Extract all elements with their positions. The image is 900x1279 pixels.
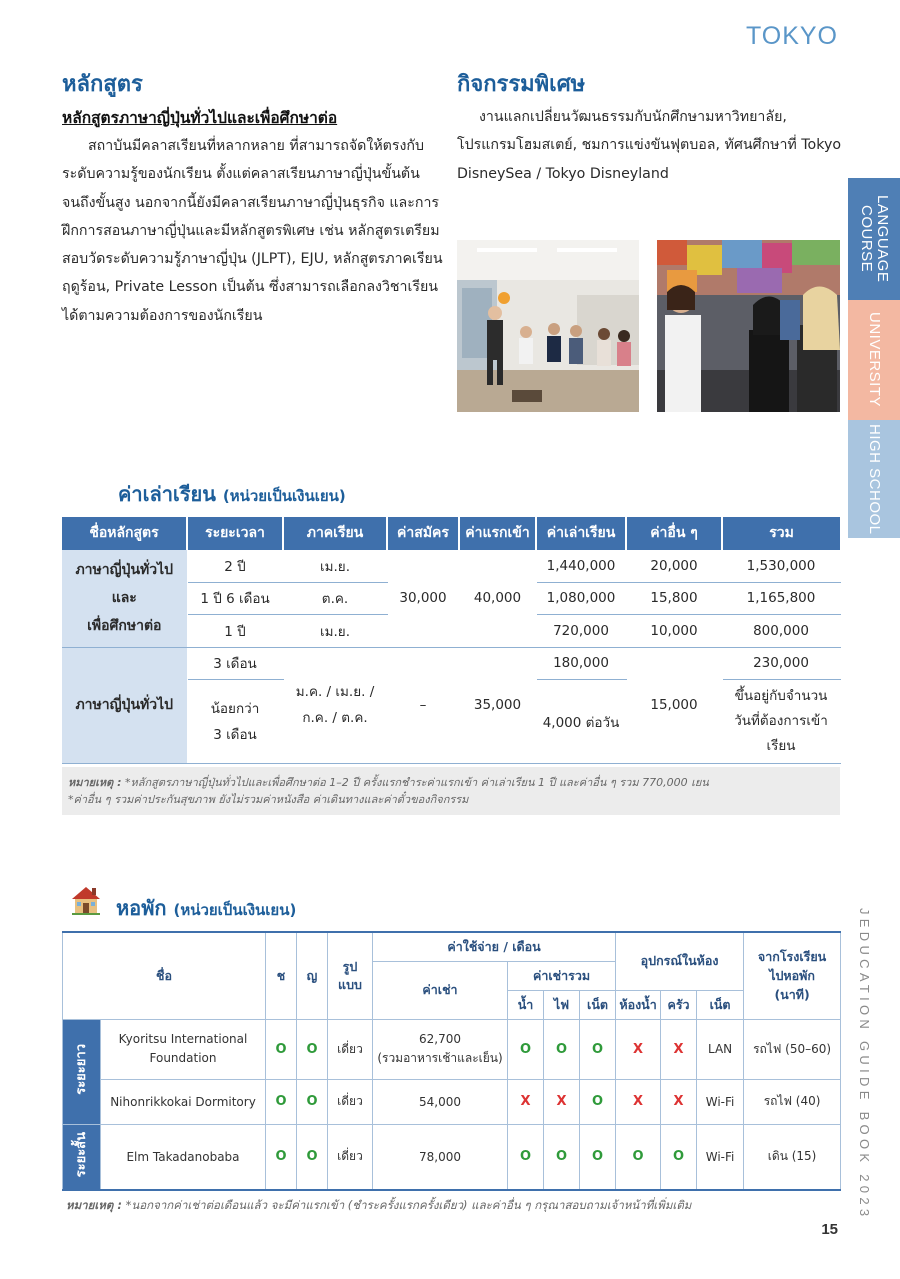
header-male: ช [266,932,297,1019]
tuition-cell: 180,000 [536,647,626,680]
bathroom-cell: X [616,1019,661,1079]
header-net: เน็ต [580,990,616,1019]
table-row [62,550,840,583]
term-cell: เม.ย. [283,550,387,583]
table-row [63,1019,841,1079]
net-cell: O [580,1079,616,1124]
term-cell: ม.ค. / เม.ย. / ก.ค. / ต.ค. [283,647,387,764]
header-tuition: ค่าเล่าเรียน [536,517,626,550]
distance-cell: เดิน (15) [744,1124,841,1190]
course-name: ภาษาญี่ปุ่นทั่วไป และ เพื่อศึกษาต่อ [62,550,187,648]
water-cell: O [508,1019,544,1079]
male-cell: O [266,1019,297,1079]
curriculum-text: สถาบันมีคลาสเรียนที่หลากหลาย ที่สามารถจัดให้ตรงกับ ระดับความรู้ของนักเรียน ตั้งแต่คลาสเรียนภาษาญี่ปุ่นขั้นต้น จนถึงขั้นสูง นอกจากนี้ยังมีคลาสเรียนภาษาญี่ปุ่นธุรกิจ และการ ฝึกการสอนภาษาญี่ปุ่นและมีหลักสูตรพิเศษ เช่น หลักสูตรเตรียม สอบวัดระดับความรู้ภาษาญี่ปุ่น (JLPT), EJU, หลักสูตรภาคเรียน ฤดูร้อน, Private Lesson เป็นต้น ซึ่งสามารถเลือกลงวิชาเรียน ได้ตามความต้องการของนักเรียน [62,138,443,324]
duration-cell: 1 ปี 6 เดือน [187,582,283,615]
male-cell: O [266,1079,297,1124]
header-rent: ค่าเช่า [373,961,508,1019]
other-cell: 10,000 [626,615,722,648]
other-cell: 20,000 [626,550,722,583]
duration-cell: 2 ปี [187,550,283,583]
header-other: ค่าอื่น ๆ [626,517,722,550]
header-female: ญ [297,932,328,1019]
book-title: JEDUCATION GUIDE BOOK 2023 [857,908,872,1221]
house-icon [70,884,102,916]
internet-cell: Wi-Fi [697,1124,744,1190]
header-net2: เน็ต [697,990,744,1019]
distance-cell: รถไฟ (40) [744,1079,841,1124]
fees-table [62,517,841,764]
dorm-unit: (หน่วยเป็นเงินเยน) [173,901,297,919]
header-equipment: อุปกรณ์ในห้อง [616,932,744,990]
kitchen-cell: X [661,1019,697,1079]
header-admission: ค่าแรกเข้า [459,517,536,550]
duration-cell: 1 ปี [187,615,283,648]
dorm-name: Kyoritsu International Foundation [101,1019,266,1079]
kitchen-cell: O [661,1124,697,1190]
dorm-name: Nihonrikkokai Dormitory [101,1079,266,1124]
header-total: รวม [722,517,840,550]
female-cell: O [297,1079,328,1124]
activities-text: งานแลกเปลี่ยนวัฒนธรรมกับนักศึกษามหาวิทยาลัย, โปรแกรมโฮมสเตย์, ชมการแข่งขันฟุตบอล, ทัศนศึกษาที่ Tokyo DisneySea / Tokyo Disneyland [457,109,842,182]
classroom-photo [457,240,639,412]
electric-cell: O [544,1019,580,1079]
water-cell: O [508,1124,544,1190]
header-course: ชื่อหลักสูตร [62,517,187,550]
activities-title: กิจกรรมพิเศษ [457,72,586,97]
curriculum-subtitle: หลักสูตรภาษาญี่ปุ่นทั่วไปและเพื่อศึกษาต่อ [62,109,338,127]
tab-language-course[interactable]: LANGUAGE COURSE [848,178,900,300]
tab-university[interactable]: UNIVERSITY [848,300,900,420]
header-type: รูป แบบ [328,932,373,1019]
term-cell: เม.ย. [283,615,387,648]
net-cell: O [580,1124,616,1190]
header-application: ค่าสมัคร [387,517,459,550]
header-kitchen: ครัว [661,990,697,1019]
application-cell: 30,000 [387,550,459,648]
header-cost: ค่าใช้จ่าย / เดือน [373,932,616,961]
fees-unit: (หน่วยเป็นเงินเยน) [222,487,346,505]
bathroom-cell: X [616,1079,661,1124]
header-term: ภาคเรียน [283,517,387,550]
header-included: ค่าเช่ารวม [508,961,616,990]
internet-cell: LAN [697,1019,744,1079]
tuition-cell: 4,000 ต่อวัน [536,680,626,764]
application-cell: – [387,647,459,764]
course-name: ภาษาญี่ปุ่นทั่วไป [62,647,187,764]
rent-cell: 54,000 [373,1079,508,1124]
duration-cell: น้อยกว่า 3 เดือน [187,680,283,764]
electric-cell: X [544,1079,580,1124]
table-row [63,1124,841,1190]
curriculum-title: หลักสูตร [62,72,143,97]
total-cell: 1,165,800 [722,582,840,615]
duration-cell: 3 เดือน [187,647,283,680]
dorm-name: Elm Takadanobaba [101,1124,266,1190]
header-distance: จากโรงเรียน ไปหอพัก (นาที) [744,932,841,1019]
dorm-title: หอพัก [116,896,167,920]
net-cell: O [580,1019,616,1079]
students-photo [657,240,840,412]
fees-heading [118,478,346,510]
total-cell: ขึ้นอยู่กับจำนวน วันที่ต้องการเข้า เรียน [722,680,840,764]
distance-cell: รถไฟ (50–60) [744,1019,841,1079]
dorm-note: หมายเหตุ : *นอกจากค่าเช่าต่อเดือนแล้ว จะมีค่าแรกเข้า (ชำระครั้งแรกครั้งเดียว) และค่าอื่น ๆ กรุณาสอบถามเจ้าหน้าที่เพิ่มเติม [66,1198,692,1212]
female-cell: O [297,1124,328,1190]
admission-cell: 40,000 [459,550,536,648]
term-cell: ต.ค. [283,582,387,615]
male-cell: O [266,1124,297,1190]
type-cell: เดี่ยว [328,1079,373,1124]
total-cell: 1,530,000 [722,550,840,583]
bathroom-cell: O [616,1124,661,1190]
header-water: น้ำ [508,990,544,1019]
header-electric: ไฟ [544,990,580,1019]
total-cell: 230,000 [722,647,840,680]
header-bathroom: ห้องน้ำ [616,990,661,1019]
tuition-cell: 1,440,000 [536,550,626,583]
fees-note: หมายเหตุ : *หลักสูตรภาษาญี่ปุ่นทั่วไปและเพื่อศึกษาต่อ 1–2 ปี ครั้งแรกชำระค่าแรกเข้า ค่าเล่าเรียน 1 ปี และค่าอื่น ๆ รวม 770,000 เยน *ค่าอื่น ๆ รวมค่าประกันสุขภาพ ยังไม่รวมค่าหนังสือ ค่าเดินทางและค่าตั๋วของกิจกรรม [62,767,840,815]
tuition-cell: 1,080,000 [536,582,626,615]
type-cell: เดี่ยว [328,1019,373,1079]
group-short-term: ระยะสั้น [63,1124,101,1190]
total-cell: 800,000 [722,615,840,648]
city-label: TOKYO [745,22,838,50]
dorm-heading [116,892,296,924]
electric-cell: O [544,1124,580,1190]
dorm-table [62,931,841,1191]
female-cell: O [297,1019,328,1079]
tab-high-school[interactable]: HIGH SCHOOL [848,420,900,538]
header-duration: ระยะเวลา [187,517,283,550]
internet-cell: Wi-Fi [697,1079,744,1124]
admission-cell: 35,000 [459,647,536,764]
other-cell: 15,800 [626,582,722,615]
group-long-term: ระยะยาว [63,1019,101,1124]
water-cell: X [508,1079,544,1124]
kitchen-cell: X [661,1079,697,1124]
rent-cell: 78,000 [373,1124,508,1190]
tuition-cell: 720,000 [536,615,626,648]
table-row [62,647,840,680]
header-name: ชื่อ [63,932,266,1019]
page-number: 15 [821,1221,838,1238]
type-cell: เดี่ยว [328,1124,373,1190]
fees-title: ค่าเล่าเรียน [118,482,216,506]
table-row [63,1079,841,1124]
other-cell: 15,000 [626,647,722,764]
rent-cell: 62,700 (รวมอาหารเช้าและเย็น) [373,1019,508,1079]
